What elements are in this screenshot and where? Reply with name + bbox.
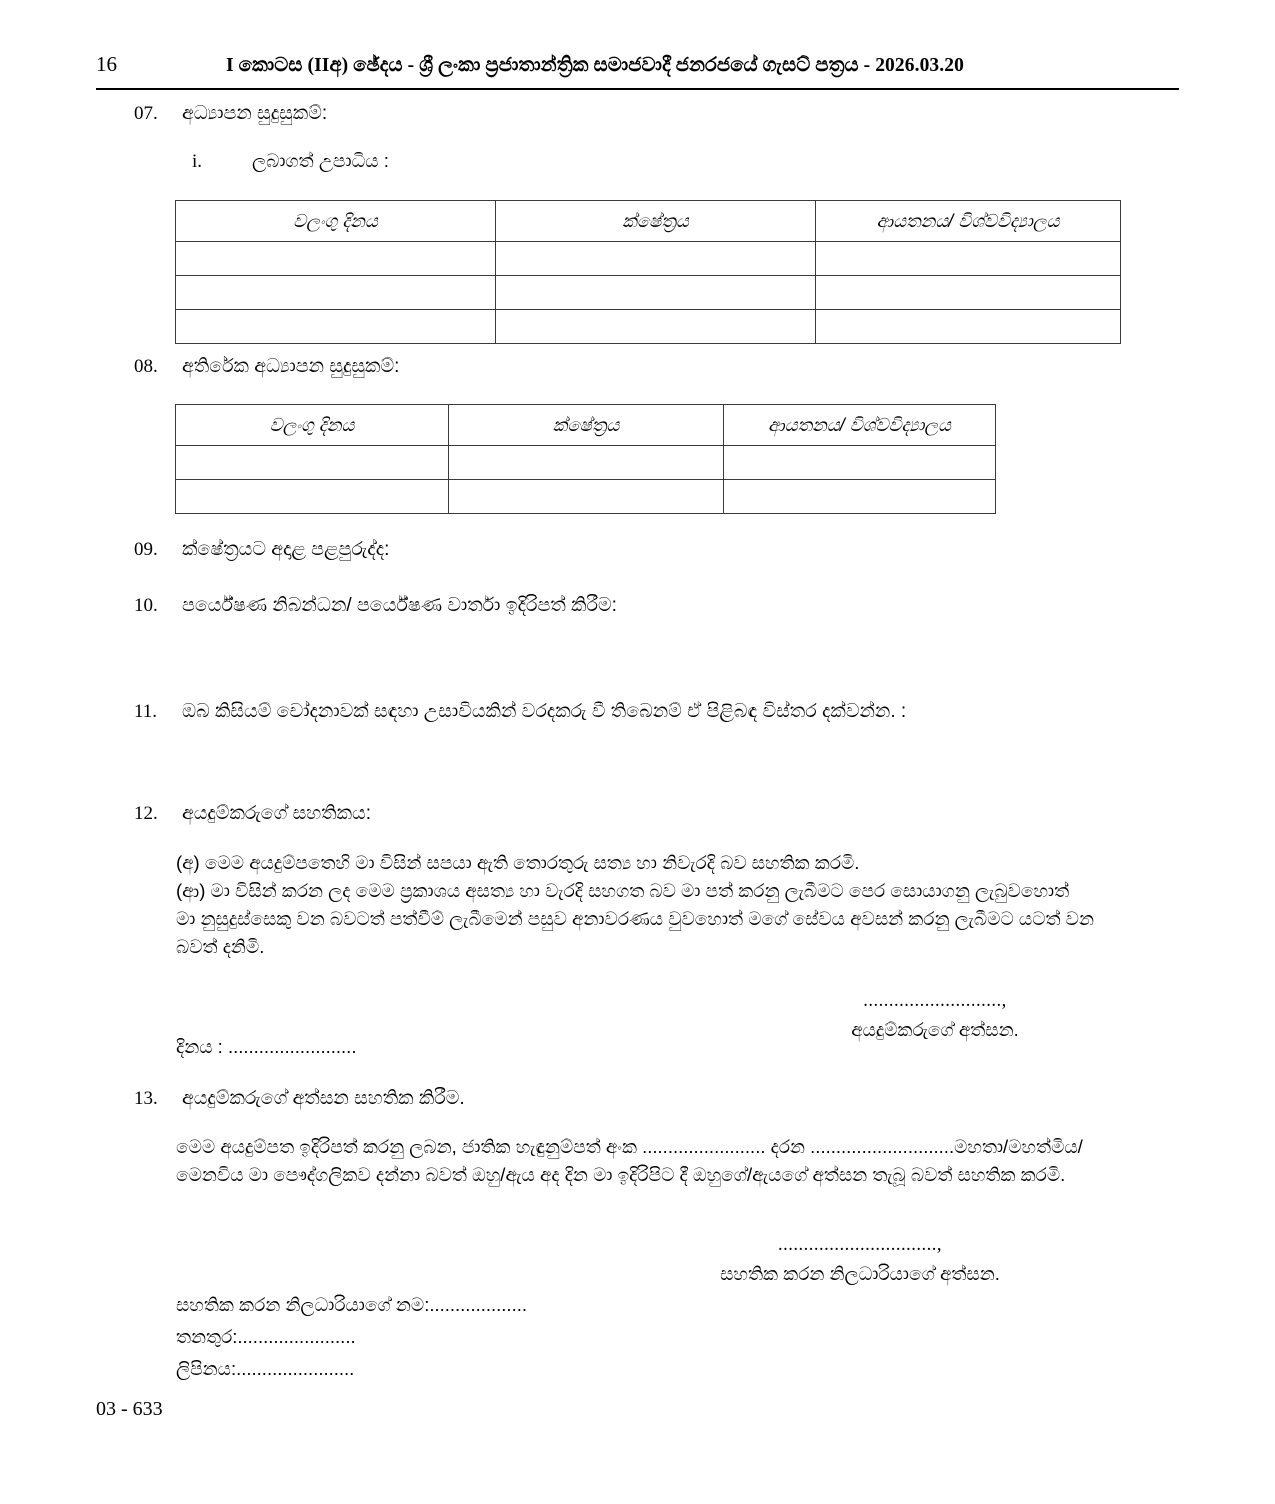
cell-field[interactable]	[449, 480, 724, 514]
cell-field[interactable]	[496, 310, 816, 344]
officer-attestation-block	[176, 1133, 1141, 1189]
applicant-declaration-block	[176, 849, 1141, 961]
declaration-clause-a: (අ) මෙම අයදුම්පතෙහි මා විසින් සපයා ඇති තොරතුරු සත්‍ය හා නිවැරදි බව සහතික කරමි.	[176, 852, 860, 873]
section-11-number: 11.	[134, 701, 158, 722]
cell-valid-date[interactable]	[176, 480, 449, 514]
officer-name-field[interactable]: සහතික කරන නිලධාරියාගේ නම:...................	[176, 1294, 527, 1315]
officer-signature-caption: සහතික කරන නිලධාරියාගේ අත්සන.	[720, 1262, 1000, 1284]
table-row[interactable]	[176, 276, 1121, 310]
column-header-valid-date: වලංගු දිනය	[176, 405, 449, 446]
section-10-label: පර්යේෂණ නිබන්ධන/ පර්යේෂණ වාර්තා ඉදිරිපත් කිරීම:	[182, 595, 617, 616]
section-07-sub-i-marker: i.	[192, 151, 203, 172]
cell-institute[interactable]	[816, 242, 1121, 276]
section-07-number: 07.	[134, 103, 158, 124]
section-11	[134, 698, 906, 726]
section-08-label: අතිරේක අධ්‍යාපන සුදුසුකම්:	[182, 356, 400, 377]
section-13-label: අයදුම්කරුගේ අත්සන සහතික කිරීම.	[182, 1088, 465, 1109]
applicant-date-field[interactable]: දිනය : .........................	[176, 1036, 357, 1057]
table-row[interactable]	[176, 446, 996, 480]
column-header-institute: ආයතනය/ විශ්වවිද්‍යාලය	[816, 201, 1121, 242]
section-07-label: අධ්‍යාපන සුදුසුකම්:	[182, 103, 328, 124]
section-13-number: 13.	[134, 1088, 158, 1109]
officer-attestation-line-2: මෙනවිය මා පෞද්ගලිකව දන්නා බවත් ඔහු/ඇය අද දින මා ඉදිරිපිට දී ඔහුගේ/ඇයගේ අත්සන තැබූ බවත් සහතික කරමි.	[176, 1164, 1066, 1186]
section-11-label: ඔබ කිසියම් චෝදනාවක් සඳහා උසාවියකින් වරදකරු වී තිබෙනම් ඒ පිළිබඳ විස්තර දක්වන්න. :	[182, 701, 907, 722]
applicant-signature-caption: අයදුම්කරුගේ අත්සන.	[851, 1018, 1019, 1040]
section-08-number: 08.	[134, 356, 158, 377]
section-10	[134, 592, 617, 620]
table-header-row	[176, 201, 1121, 242]
cell-valid-date[interactable]	[176, 446, 449, 480]
declaration-clause-b-line-1: (ආ) මා විසින් කරන ලද මෙම ප්‍රකාශය අසත්‍ය හා වැරදි සහගත බව මා පත් කරනු ලැබීමට පෙර සොයාගනු ලැබුවහොත්	[176, 880, 1070, 902]
section-07-sub-i	[192, 148, 389, 175]
cell-institute[interactable]	[816, 276, 1121, 310]
page-header	[96, 52, 1179, 77]
section-10-number: 10.	[134, 595, 158, 616]
officer-address-field[interactable]: ලිපිනය:.......................	[176, 1358, 355, 1379]
cell-field[interactable]	[496, 242, 816, 276]
declaration-clause-b-line-3: බවත් දනිමි.	[176, 936, 265, 958]
section-07-sub-i-label: ලබාගත් උපාධිය :	[252, 150, 389, 171]
footer-document-code: 03 - 633	[96, 1398, 163, 1420]
column-header-field: ක්ෂේත්‍රය	[449, 405, 724, 446]
table-row[interactable]	[176, 242, 1121, 276]
applicant-signature-line[interactable]: ...........................,	[863, 991, 1007, 1011]
cell-valid-date[interactable]	[176, 310, 496, 344]
officer-designation-field[interactable]: තනතුර:.......................	[176, 1326, 356, 1347]
cell-valid-date[interactable]	[176, 242, 496, 276]
officer-attestation-line-1: මෙම අයදුම්පත ඉදිරිපත් කරනු ලබන, ජාතික හැඳුනුම්පත් අංක ........................ දරන ............................මහතා/මහත්මිය/	[176, 1136, 1083, 1157]
section-08	[134, 353, 399, 381]
column-header-valid-date: වලංගු දිනය	[176, 201, 496, 242]
applicant-signature-block	[780, 988, 1090, 1044]
section-09-number: 09.	[134, 539, 158, 560]
section-07	[134, 100, 327, 128]
header-divider	[96, 88, 1179, 90]
additional-education-qualifications-table	[175, 404, 996, 514]
section-13	[134, 1085, 465, 1113]
cell-field[interactable]	[449, 446, 724, 480]
table-header-row	[176, 405, 996, 446]
cell-valid-date[interactable]	[176, 276, 496, 310]
gazette-header-title: I කොටස (IIඅ) ඡේදය - ශ්‍රී ලංකා ප්‍රජාතාන්ත්‍රික සමාජවාදී ජනරජයේ ගැසට් පත්‍රය - 2026.03.20	[226, 55, 964, 76]
cell-institute[interactable]	[724, 480, 996, 514]
section-12	[134, 800, 371, 828]
column-header-field: ක්ෂේත්‍රය	[496, 201, 816, 242]
section-12-number: 12.	[134, 803, 158, 824]
section-09-label: ක්ෂේත්‍රයට අදාළ පළපුරුද්ද:	[182, 539, 390, 560]
table-row[interactable]	[176, 480, 996, 514]
officer-signature-line[interactable]: ...............................,	[778, 1235, 942, 1255]
cell-field[interactable]	[496, 276, 816, 310]
page-number: 16	[96, 52, 117, 76]
education-qualifications-table	[175, 200, 1121, 344]
cell-institute[interactable]	[816, 310, 1121, 344]
section-12-label: අයදුම්කරුගේ සහතිකය:	[182, 803, 371, 824]
officer-signature-block	[700, 1232, 1020, 1288]
declaration-clause-b-line-2: මා නුසුදුස්සෙකු වන බවටත් පත්වීම් ලැබීමෙන් පසුව අනාවරණය වුවහොත් මගේ සේවය අවසන් කරනු ලැබීමට යටත් වන	[176, 908, 1094, 930]
section-09	[134, 536, 389, 564]
column-header-institute: ආයතනය/ විශ්වවිද්‍යාලය	[724, 405, 996, 446]
table-row[interactable]	[176, 310, 1121, 344]
cell-institute[interactable]	[724, 446, 996, 480]
